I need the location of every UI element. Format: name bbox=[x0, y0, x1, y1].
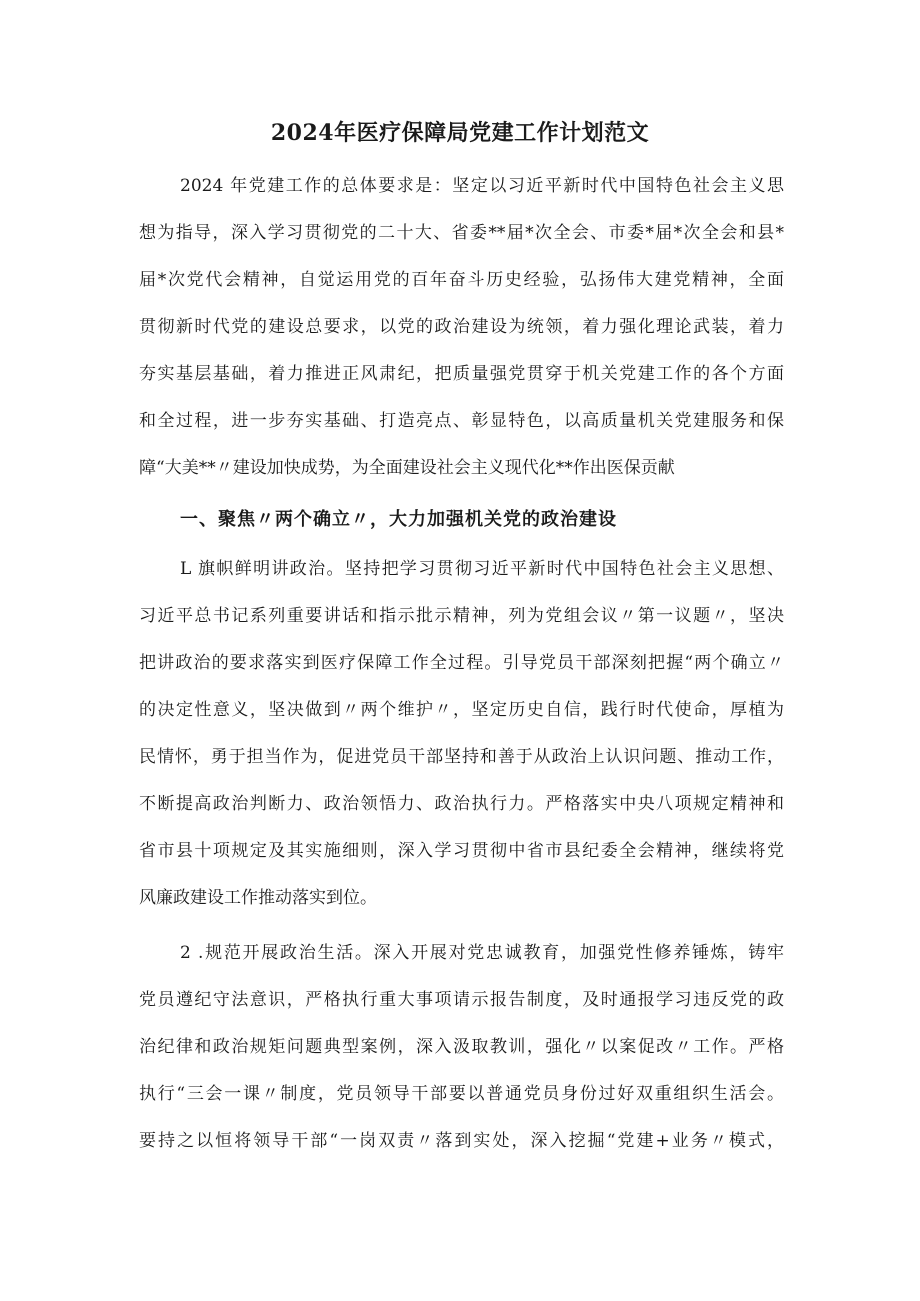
paragraph-line: 夯实基层基础，着力推进正风肃纪，把质量强党贯穿于机关党建工作的各个方面 bbox=[139, 364, 784, 384]
paragraph-line: 2024 年党建工作的总体要求是：坚定以习近平新时代中国特色社会主义思 bbox=[180, 176, 784, 196]
paragraph-line: 贯彻新时代党的建设总要求，以党的政治建设为统领，着力强化理论武装，着力 bbox=[139, 317, 784, 337]
paragraph-line: 届*次党代会精神，自觉运用党的百年奋斗历史经验，弘扬伟大建党精神，全面 bbox=[139, 270, 784, 290]
paragraph-line: 要持之以恒将领导干部“一岗双责〃落到实处，深入挖掘“党建+业务〃模式， bbox=[139, 1131, 784, 1151]
section-heading: 一、聚焦〃两个确立〃，大力加强机关党的政治建设 bbox=[180, 509, 617, 530]
paragraph-line: 把讲政治的要求落实到医疗保障工作全过程。引导党员干部深刻把握“两个确立〃 bbox=[139, 653, 784, 673]
paragraph-line: 和全过程，进一步夯实基础、打造亮点、彰显特色，以高质量机关党建服务和保 bbox=[139, 411, 784, 431]
paragraph-line: L 旗帜鲜明讲政治。坚持把学习贯彻习近平新时代中国特色社会主义思想、 bbox=[180, 559, 784, 579]
paragraph-line: 障“大美**〃建设加快成势，为全面建设社会主义现代化**作出医保贡献 bbox=[139, 458, 675, 478]
paragraph-line: 不断提高政治判断力、政治领悟力、政治执行力。严格落实中央八项规定精神和 bbox=[139, 794, 784, 814]
paragraph-line: 执行“三会一课〃制度，党员领导干部要以普通党员身份过好双重组织生活会。 bbox=[139, 1084, 784, 1104]
document-title: 2024年医疗保障局党建工作计划范文 bbox=[270, 120, 650, 146]
paragraph-line: 习近平总书记系列重要讲话和指示批示精神，列为党组会议〃第一议题〃，坚决 bbox=[139, 606, 784, 626]
paragraph-line: 民情怀，勇于担当作为，促进党员干部坚持和善于从政治上认识问题、推动工作， bbox=[139, 747, 784, 767]
paragraph-line: 2 .规范开展政治生活。深入开展对党忠诚教育，加强党性修养锤炼，铸牢 bbox=[180, 943, 784, 963]
paragraph-line: 省市县十项规定及其实施细则，深入学习贯彻中省市县纪委全会精神，继续将党 bbox=[139, 841, 784, 861]
paragraph-line: 想为指导，深入学习贯彻党的二十大、省委**届*次全会、市委*届*次全会和县* bbox=[139, 223, 784, 243]
paragraph-line: 治纪律和政治规矩问题典型案例，深入汲取教训，强化〃以案促改〃工作。严格 bbox=[139, 1037, 784, 1057]
paragraph-line: 风廉政建设工作推动落实到位。 bbox=[139, 888, 377, 908]
paragraph-line: 党员遵纪守法意识，严格执行重大事项请示报告制度，及时通报学习违反党的政 bbox=[139, 990, 784, 1010]
paragraph-line: 的决定性意义，坚决做到〃两个维护〃，坚定历史自信，践行时代使命，厚植为 bbox=[139, 700, 784, 720]
